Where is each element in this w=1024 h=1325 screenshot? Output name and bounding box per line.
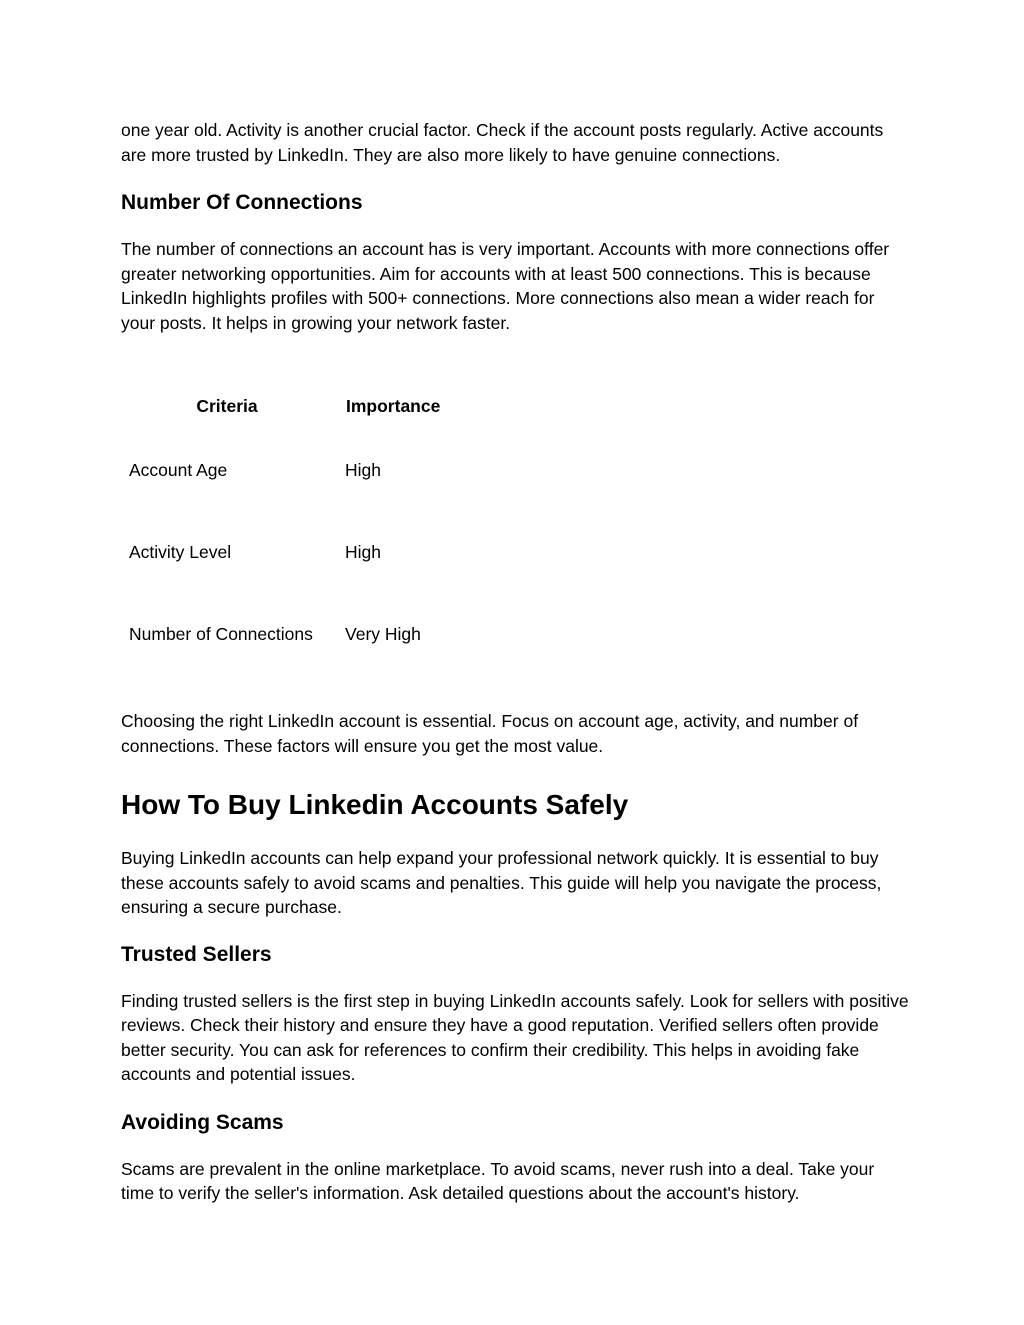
avoiding-scams-heading: Avoiding Scams bbox=[121, 1110, 284, 1134]
criteria-column-header: Criteria bbox=[196, 395, 258, 416]
buying-paragraph: Buying LinkedIn accounts can help expand your professional network quickly. It is essential to buy these accounts safely to avoid scams and penalties. This guide will help you navigate the process, ensuring a secure purchase. bbox=[121, 848, 882, 917]
avoiding-scams-paragraph: Scams are prevalent in the online marketplace. To avoid scams, never rush into a deal. Take your time to verify the seller's information. Ask detailed questions about the account's history. bbox=[121, 1158, 875, 1203]
table-header-row bbox=[121, 383, 554, 429]
importance-cell: High bbox=[345, 459, 381, 480]
criteria-table bbox=[121, 383, 554, 675]
trusted-sellers-paragraph: Finding trusted sellers is the first step in buying LinkedIn accounts safely. Look for sellers with positive reviews. Check their history and ensure they have a good reputation. Verified sellers often provide better security. You can ask for references to confirm their credibility. This helps in avoiding fake accounts and potential issues. bbox=[121, 990, 909, 1084]
importance-column-header: Importance bbox=[346, 395, 441, 416]
document-page bbox=[121, 118, 911, 1206]
table-row bbox=[121, 429, 554, 511]
table-row bbox=[121, 511, 554, 593]
table-row bbox=[121, 593, 554, 675]
how-to-buy-heading: How To Buy Linkedin Accounts Safely bbox=[121, 789, 629, 820]
importance-cell: High bbox=[345, 541, 381, 562]
criteria-cell: Account Age bbox=[129, 459, 228, 480]
intro-paragraph: one year old. Activity is another crucial factor. Check if the account posts regularly. Active accounts are more trusted by LinkedIn. They are also more likely to have genuine connections. bbox=[121, 120, 884, 165]
importance-cell: Very High bbox=[345, 623, 421, 644]
connections-paragraph: The number of connections an account has is very important. Accounts with more connections offer greater networking opportunities. Aim for accounts with at least 500 connections. This is because LinkedIn highlights profiles with 500+ connections. More connections also mean a wider reach for your posts. It helps in growing your network faster. bbox=[121, 239, 890, 333]
trusted-sellers-heading: Trusted Sellers bbox=[121, 942, 272, 966]
number-of-connections-heading: Number Of Connections bbox=[121, 191, 363, 214]
choosing-paragraph: Choosing the right LinkedIn account is essential. Focus on account age, activity, and number of connections. These factors will ensure you get the most value. bbox=[121, 711, 859, 756]
criteria-cell: Number of Connections bbox=[129, 623, 313, 644]
criteria-cell: Activity Level bbox=[129, 541, 232, 562]
